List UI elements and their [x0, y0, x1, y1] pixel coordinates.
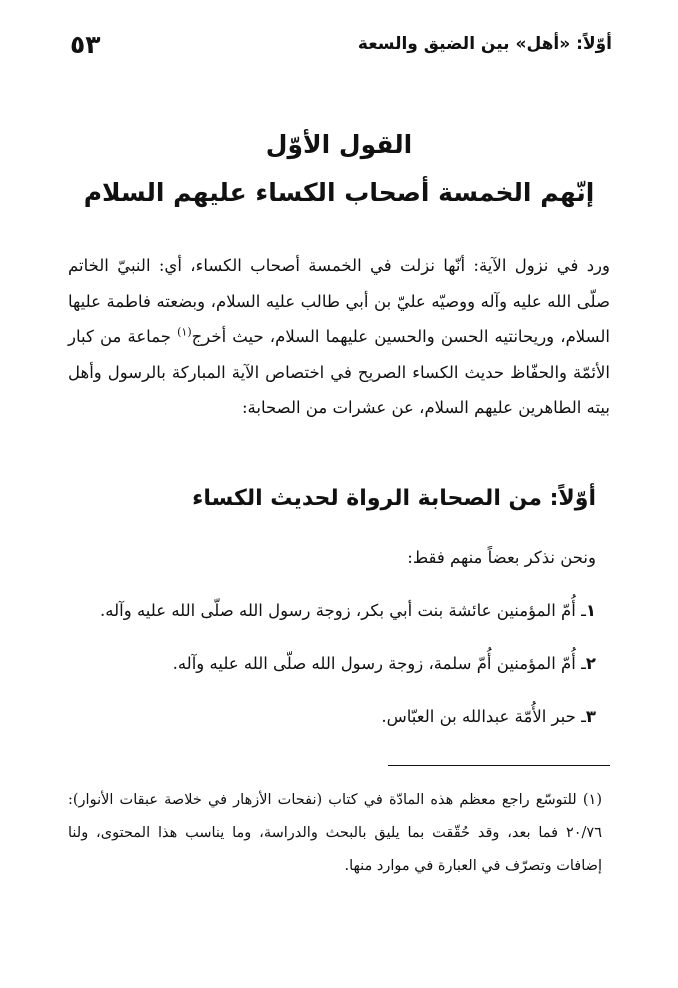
- list-item-number: ٣: [585, 707, 596, 726]
- body-text-part-2: جماعة من كبار الأئمّة والحفّاظ حديث الكساء الصريح في اختصاص الآية المباركة بالرسول وأهل بيته الطاهرين عليهم السلام، عن عشرات من الصحابة:: [68, 327, 610, 417]
- body-paragraph: [68, 248, 610, 426]
- chapter-subtitle: إنّهم الخمسة أصحاب الكساء عليهم السلام: [83, 178, 595, 207]
- list-item: [68, 598, 596, 651]
- footnote: [68, 784, 602, 883]
- footnote-divider: [388, 765, 610, 766]
- running-header: [70, 26, 612, 62]
- footnote-reference[interactable]: (١): [177, 325, 192, 339]
- footnote-marker: (١): [582, 792, 602, 808]
- list-item-text: ـ أُمّ المؤمنين عائشة بنت أبي بكر، زوجة رسول الله صلّى الله عليه وآله.: [100, 601, 586, 620]
- section-heading: أوّلاً: من الصحابة الرواة لحديث الكساء: [192, 486, 596, 511]
- list-item: [68, 704, 596, 757]
- body-text-part-1: ورد في نزول الآية: أنّها نزلت في الخمسة أصحاب الكساء، أي: النبيّ الخاتم صلّى الله عليه وآله ووصيّه عليّ بن أبي طالب عليه السلام، وبضعته فاطمة عليها السلام، وريحانتيه الحسن والحسين عليهما السلام، حيث أخرج: [68, 256, 610, 346]
- section-intro: ونحن نذكر بعضاً منهم فقط:: [407, 548, 596, 567]
- list-item-text: ـ أُمّ المؤمنين أُمّ سلمة، زوجة رسول الله صلّى الله عليه وآله.: [172, 654, 586, 673]
- list-item: [68, 651, 596, 704]
- running-title: أوّلاً: «أهل» بين الضيق والسعة: [357, 34, 612, 54]
- narrators-list: [68, 598, 596, 757]
- list-item-number: ٢: [585, 654, 596, 673]
- chapter-title: القول الأوّل: [265, 130, 413, 159]
- list-item-number: ١: [585, 601, 596, 620]
- list-item-text: ـ حبر الأُمّة عبدالله بن العبّاس.: [381, 707, 586, 726]
- footnote-text: للتوسّع راجع معظم هذه المادّة في كتاب (نفحات الأزهار في خلاصة عبقات الأنوار): ٢٠/٧٦ فما بعد، وقد حُقّقت بما يليق بالبحث والدراسة، وما يناسب هذا المحتوى، ولنا إضافات وتصرّف في العبارة في موارد منها.: [68, 792, 602, 874]
- page-number: ٥٣: [70, 29, 101, 59]
